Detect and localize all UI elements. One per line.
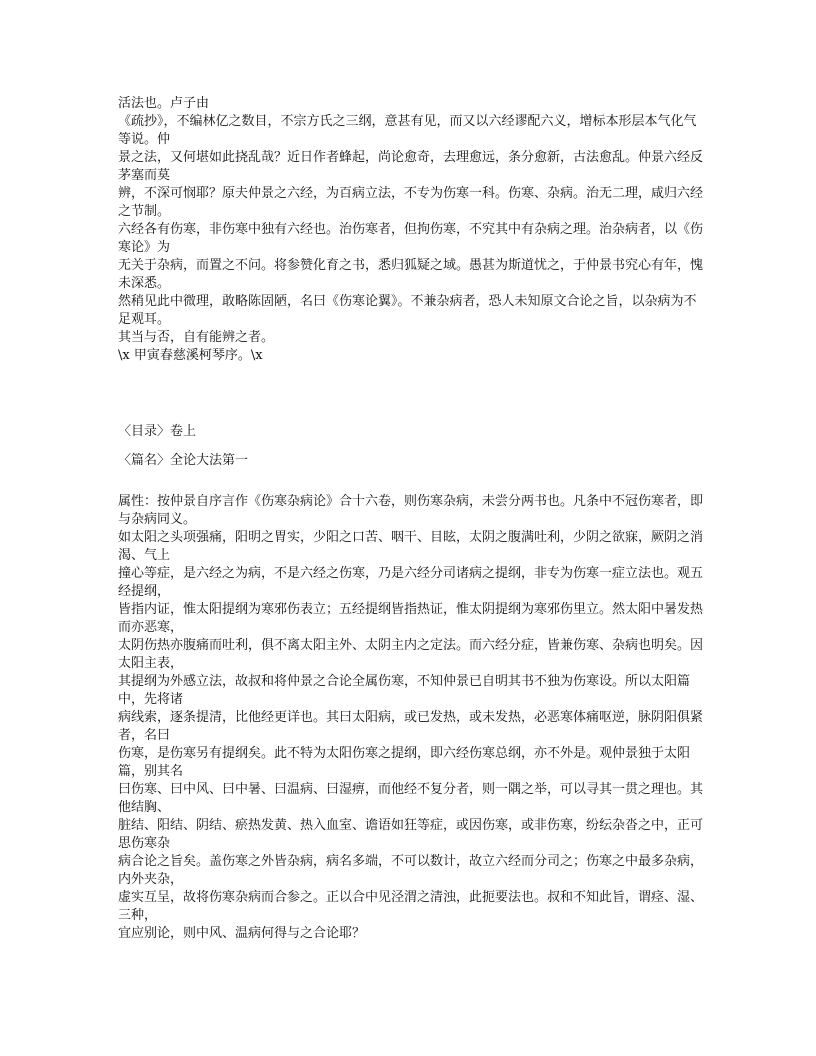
text-line: 活法也。卢子由 — [118, 96, 210, 111]
chapter-heading: 〈篇名〉全论大法第一 — [118, 453, 249, 468]
text-line: 病线索，逐条提清，比他经更详也。其曰太阳病，或已发热，或未发热，必恶寒体痛呕逆，脉阴阳俱紧者，名曰 — [118, 710, 704, 743]
text-line: 伤寒，是伤寒另有提纲矣。此不特为太阳伤寒之提纲，即六经伤寒总纲，亦不外是。观仲景独于太阳篇，别其名 — [118, 746, 691, 779]
text-line: 宜应别论，则中风、温病何得与之合论耶？ — [118, 926, 366, 941]
preface-section — [118, 95, 704, 365]
text-line: 脏结、阳结、阴结、瘀热发黄、热入血室、谵语如狂等症，或因伤寒，或非伤寒，纷纭杂沓之中，正可思伤寒杂 — [118, 818, 704, 851]
catalog-heading: 〈目录〉卷上 — [118, 424, 197, 439]
text-line: 然稍见此中微理，敢略陈固陋，名曰《伤寒论翼》。不兼杂病者，恐人未知原文合论之旨，以杂病为不足观耳。 — [118, 294, 697, 327]
text-line: 病合论之旨矣。盖伤寒之外皆杂病，病名多端，不可以数计，故立六经而分司之；伤寒之中最多杂病，内外夹杂， — [118, 854, 704, 887]
text-line: 无关于杂病，而置之不问。将参赞化育之书，悉归狐疑之域。愚甚为斯道忧之，于仲景书究心有年，愧未深悉。 — [118, 258, 704, 291]
text-line: 属性：按仲景自序言作《伤寒杂病论》合十六卷，则伤寒杂病，未尝分两书也。凡条中不冠伤寒者，即与杂病同义。 — [118, 494, 704, 527]
text-line: 六经各有伤寒，非伤寒中独有六经也。治伤寒者，但拘伤寒，不究其中有杂病之理。治杂病者，以《伤寒论》为 — [118, 222, 704, 255]
text-line: 虚实互呈，故将伤寒杂病而合参之。正以合中见泾渭之清浊，此扼要法也。叔和不知此旨，谓痉、湿、 三种， — [118, 890, 704, 923]
document-page — [118, 95, 704, 943]
body-section — [118, 493, 704, 943]
text-line: 曰伤寒、曰中风、曰中暑、曰温病、曰湿痹，而他经不复分者，则一隅之举，可以寻其一贯之理也。其他结胸、 — [118, 782, 704, 815]
preface-signature: \x 甲寅春慈溪柯琴序。\x — [118, 348, 263, 363]
text-line: 太阴伤热亦腹痛而吐利，俱不离太阳主外、太阴主内之定法。而六经分症，皆兼伤寒、杂病也明矣。因太阳主表， — [118, 638, 704, 671]
text-line: 辨，不深可悯耶？原夫仲景之六经，为百病立法，不专为伤寒一科。伤寒、杂病。治无二理，咸归六经之节制。 — [118, 186, 704, 219]
text-line: 其当与否，自有能辨之者。 — [118, 330, 275, 345]
text-line: 皆指内证，惟太阳提纲为寒邪伤表立；五经提纲皆指热证，惟太阴提纲为寒邪伤里立。然太阳中暑发热而亦恶寒， — [118, 602, 704, 635]
text-line: 《疏抄》，不编林亿之数目，不宗方氏之三纲，意甚有见，而又以六经谬配六义，增标本形层本气化气等说。仲 — [118, 114, 697, 147]
text-line: 撞心等症，是六经之为病，不是六经之伤寒，乃是六经分司诸病之提纲，非专为伤寒一症立法也。观五经提纲， — [118, 566, 704, 599]
text-line: 如太阳之头项强痛，阳明之胃实，少阳之口苦、咽干、目眩，太阴之腹满吐利，少阴之欲寐，厥阴之消渴、气上 — [118, 530, 704, 563]
text-line: 其提纲为外感立法，故叔和将仲景之合论全属伤寒，不知仲景已自明其书不独为伤寒设。所以太阳篇中，先将诸 — [118, 674, 691, 707]
text-line: 景之法，又何堪如此挠乱哉？近日作者蜂起，尚论愈奇，去理愈远，条分愈新，古法愈乱。仲景六经反茅塞而莫 — [118, 150, 704, 183]
